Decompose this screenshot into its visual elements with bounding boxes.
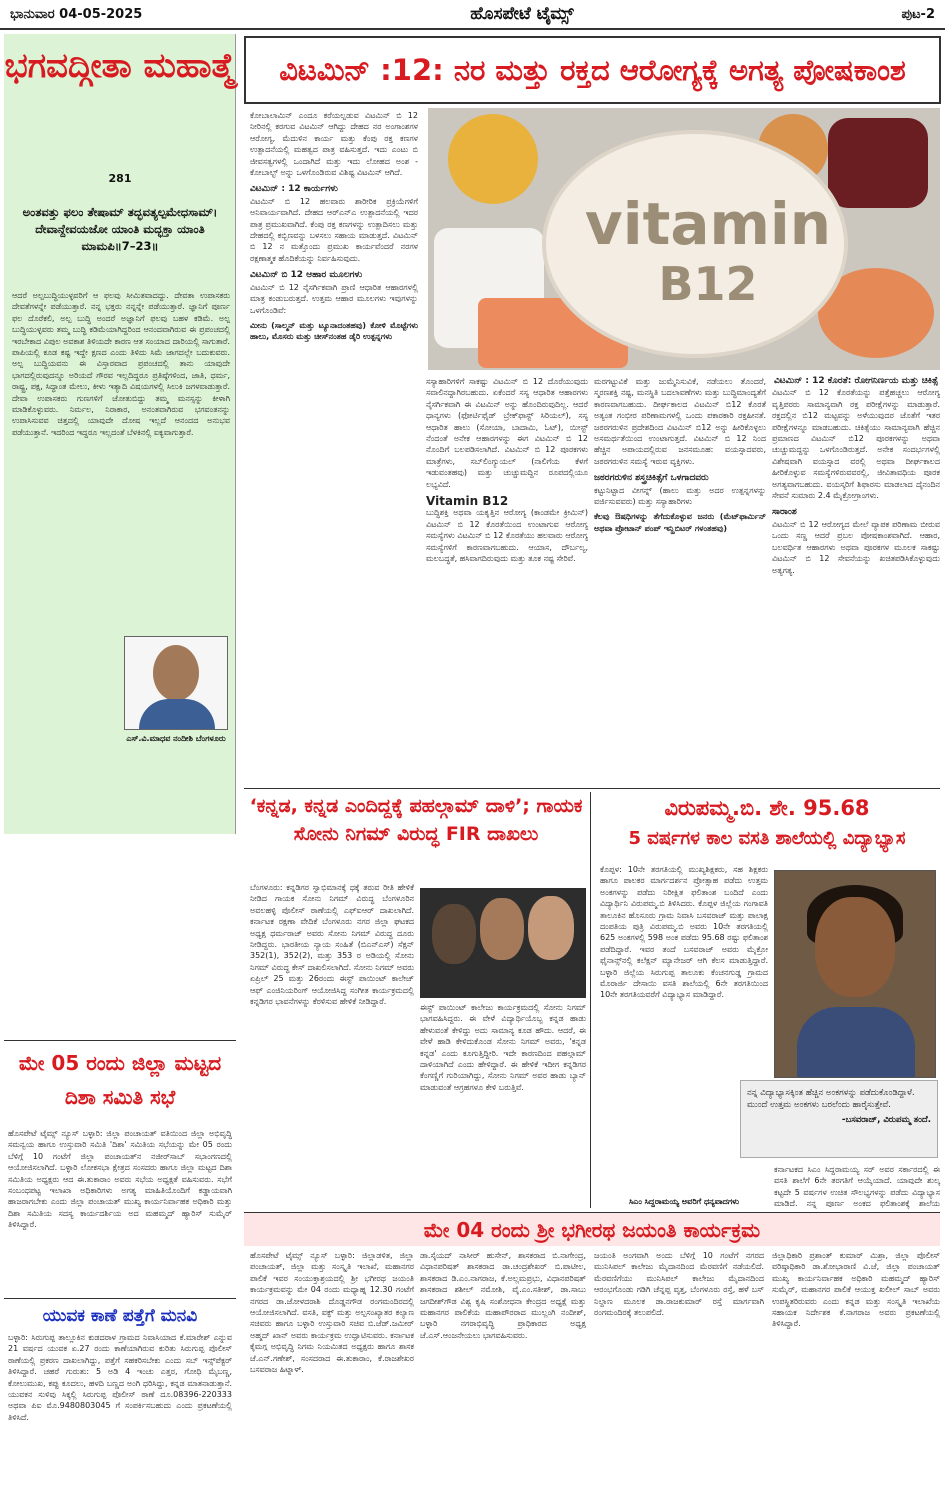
vitamin-column-3: [594, 376, 766, 786]
divider-line: [590, 792, 591, 1208]
gita-title: ಭಗವದ್ಗೀತಾ ಮಹಾತ್ಮೆ: [4, 46, 236, 86]
newspaper-name: ಹೊಸಪೇಟೆ ಟೈಮ್ಸ್: [470, 4, 574, 24]
issue-date: ಭಾನುವಾರ 04-05-2025: [10, 6, 143, 22]
missing-youth-headline: ಯುವಕ ಕಾಣೆ ಪತ್ತೆಗೆ ಮನವಿ: [42, 1306, 198, 1326]
page-header: [0, 0, 945, 30]
virupamma-subtitle: 5 ವರ್ಷಗಳ ಕಾಲ ವಸತಿ ಶಾಲೆಯಲ್ಲಿ ವಿದ್ಯಾಭ್ಯಾಸ: [628, 828, 906, 849]
divider-line: [244, 788, 940, 789]
gita-number: 281: [108, 172, 132, 185]
vitamin-column-4: [772, 376, 940, 786]
missing-youth-body: ಬಳ್ಳಾರಿ: ಸಿರುಗುಪ್ಪ ತಾಲ್ಲೂಕಿನ ಕುಡದರಾಳ ಗ್ರಾಮದ ನಿವಾಸಿಯಾದ ಕೆ.ಮಾರೇಶ್ ಎನ್ನುವ 21 ವರ್ಷದ ಯುವಕ ಏ.27 ರಂದು ಕಾಣೆಯಾಗಿರುವ ಕುರಿತು ಸಿರುಗುಪ್ಪ ಪೊಲೀಸ್ ಠಾಣೆಯಲ್ಲಿ ಪ್ರಕರಣ ದಾಖಲಾಗಿದ್ದು, ಪತ್ತೆಗೆ ಸಹಕರಿಸಬೇಕು ಎಂದು ಸಬ್ ಇನ್ಸ್‌ಪೆಕ್ಟರ್ ತಿಳಿಸಿದ್ದಾರೆ. ಚಹರೆ ಗುರುತು: 5 ಅಡಿ 4 ಇಂಚು ಎತ್ತರ, ಗೋಧಿ ಮೈಬಣ್ಣ, ಕೋಲುಮುಖ, ಕಪ್ಪು ಕೂದಲು, ಹಳದಿ ಬಣ್ಣದ ಅಂಗಿ ಧರಿಸಿದ್ದು, ಕನ್ನಡ ಮಾತನಾಡುತ್ತಾನೆ. ಯುವಕನ ಸುಳಿವು ಸಿಕ್ಕಲ್ಲಿ ಸಿರುಗುಪ್ಪ ಪೊಲೀಸ್ ಠಾಣೆ ದೂ.08396-220333 ಅಥವಾ ಪಿಐ ಮೊ.9480803045 ಗೆ ಸಂಪರ್ಕಿಸಬಹುದು ಎಂದು ಪ್ರಕಟಣೆಯಲ್ಲಿ ತಿಳಿಸಿದೆ.: [8, 1333, 232, 1422]
author-photo: [124, 636, 228, 730]
vitamin-column-1: [250, 110, 418, 750]
author-caption: ಎಸ್.ವಿ.ಮಾಧವ ನಂದೀಶಿ ಬೆಂಗಳೂರು: [126, 734, 226, 743]
virupamma-column-1: ಕೊಪ್ಪಳ: 10ನೇ ತರಗತಿಯಲ್ಲಿ ಮುಖ್ಯಶಿಕ್ಷಕರು, ಸಹ ಶಿಕ್ಷಕರು ಹಾಗೂ ಪಾಲಕರ ಮಾರ್ಗದರ್ಶನ ಪ್ರೋತ್ಸಾಹ ಪಡೆದು ಉತ್ತಮ ಅಂಕಗಳನ್ನು ಪಡೆದು ನಿರೀಕ್ಷಿತ ಫಲಿತಾಂಶ ಬಂದಿದೆ ಎಂದು ವಿದ್ಯಾರ್ಥಿನಿ ವಿರುಪಮ್ಮ.ಬಿ ತಿಳಿಸಿದರು. ಕೊಪ್ಪಳ ಜಿಲ್ಲೆಯ ಗಂಗಾವತಿ ತಾಲೂಕಿನ ಹೊಸೂರು ಗ್ರಾಮ ನಿವಾಸಿ ಬಸವರಾಜ್ ಮತ್ತು ಪಾಲಾಕ್ಷ ದಂಪತಿಯ ಪುತ್ರಿ ವಿರುಪಮ್ಮ.ಬಿ ಅವರು 10ನೇ ತರಗತಿಯಲ್ಲಿ 625 ಅಂಕಗಳಲ್ಲಿ 598 ಅಂಕ ಪಡೆದು 95.68 ರಷ್ಟು ಫಲಿತಾಂಶ ಪಡೆದಿದ್ದಾರೆ. ಇವರ ತಂದೆ ಬಸವರಾಜ್ ಅವರು ಮೈಕ್ರೋ ಫೈನಾನ್ಸ್‌ನಲ್ಲಿ ಕಲೆಕ್ಷನ್ ಮ್ಯಾನೇಜರ್ ಆಗಿ ಕೆಲಸ ಮಾಡುತ್ತಿದ್ದಾರೆ. ಬಳ್ಳಾರಿ ಜಿಲ್ಲೆಯ ಸಿರುಗುಪ್ಪ ತಾಲೂಕು ಕೆಂಚನಗುಡ್ಡ ಗ್ರಾಮದ ಮೊರಾರ್ಜಿ ದೇಸಾಯಿ ವಸತಿ ಶಾಲೆಯಲ್ಲಿ 6ನೇ ತರಗತಿಯಿಂದ 10ನೇ ತರಗತಿಯವರೆಗೆ ವಿದ್ಯಾಭ್ಯಾಸ ಮಾಡಿದ್ದಾರೆ.: [600, 865, 768, 1000]
uniform-shape: [797, 1007, 915, 1077]
bhagiratha-column-3: ಜಯಂತಿ ಅಂಗವಾಗಿ ಅಂದು ಬೆಳಿಗ್ಗೆ 10 ಗಂಟೆಗೆ ನಗರದ ಮುನಿಸಿಪಲ್ ಕಾಲೇಜು ಮೈದಾನದಿಂದ ಮೆರವಣಿಗೆ ನಡೆಯಲಿದೆ. ಮೆರವಣಿಗೆಯು ಮುನಿಸಿಪಲ್ ಕಾಲೇಜು ಮೈದಾನದಿಂದ ಆರಂಭಗೊಂಡು ಗಡಿಗಿ ಚೆನ್ನಪ್ಪ ವೃತ್ತ, ಬೆಂಗಳೂರು ರಸ್ತೆ, ಹಳೆ ಬಸ್ ನಿಲ್ದಾಣ ಮೂಲಕ ಡಾ.ರಾಜಕುಮಾರ್ ರಸ್ತೆ ಮಾರ್ಗವಾಗಿ ರಂಗಮಂದಿರಕ್ಕೆ ತಲುಪಲಿದೆ.: [594, 1251, 764, 1318]
image-b12-word: B12: [658, 257, 758, 311]
disha-meeting-body: ಹೊಸಪೇಟೆ ಟೈಮ್ಸ್ ನ್ಯೂಸ್ ಬಳ್ಳಾರಿ: ಜಿಲ್ಲಾ ಪಂಚಾಯತ್ ವತಿಯಿಂದ ಜಿಲ್ಲಾ ಅಭಿವೃದ್ಧಿ ಸಮನ್ವಯ ಹಾಗೂ ಉಸ್ತುವಾರಿ ಸಮಿತಿ 'ದಿಶಾ' ಸಮಿತಿಯ ಸಭೆಯನ್ನು ಮೇ 05 ರಂದು ಬೆಳಿಗ್ಗೆ 10 ಗಂಟೆಗೆ ಜಿಲ್ಲಾ ಪಂಚಾಯತ್‌ನ ನಜೀರ್‌ಸಾಬ್ ಸಭಾಂಗಣದಲ್ಲಿ ಆಯೋಜಿಸಲಾಗಿದೆ. ಬಳ್ಳಾರಿ ಲೋಕಸಭಾ ಕ್ಷೇತ್ರದ ಸಂಸದರು ಹಾಗೂ ಜಿಲ್ಲಾ ಮಟ್ಟದ ದಿಶಾ ಸಮಿತಿಯ ಅಧ್ಯಕ್ಷರು ಆದ ಈ.ತುಕಾರಾಂ ಅವರು ಸಭೆಯ ಅಧ್ಯಕ್ಷತೆ ವಹಿಸುವರು. ಸಭೆಗೆ ಸಂಬಂಧಪಟ್ಟ ಇಲಾಖಾ ಅಧಿಕಾರಿಗಳು ಅಗತ್ಯ ಮಾಹಿತಿಯೊಂದಿಗೆ ಕಡ್ಡಾಯವಾಗಿ ಹಾಜರಾಗಬೇಕು ಎಂದು ಜಿಲ್ಲಾ ಪಂಚಾಯತ್ ಮುಖ್ಯ ಕಾರ್ಯನಿರ್ವಾಹಕ ಅಧಿಕಾರಿ ಮತ್ತು ದಿಶಾ ಸಮಿತಿಯ ಸದಸ್ಯ ಕಾರ್ಯದರ್ಶಿಯ ಅದ ಮಹಮ್ಮದ್ ಹ್ಯಾರಿಸ್ ಸುಮೈರ್ ತಿಳಿಸಿದ್ದಾರೆ.: [8, 1129, 232, 1230]
vitamin-sources-list: ಮೀನು (ಸಾಲ್ಮನ್ ಮತ್ತು ಟ್ಯೂನಾದಂತಹವು) ಕೋಳಿ ಮೊಟ್ಟೆಗಳು ಹಾಲು, ಮೊಸರು ಮತ್ತು ಚೀಸ್‌ನಂತಹ ಡೈರಿ ಉತ್ಪನ್ನಗಳು: [250, 320, 418, 342]
vitamin-col3-text: ಮರಗಟ್ಟುವಿಕೆ ಮತ್ತು ಜುಮ್ಮೆನಿಸುವಿಕೆ, ನಡೆಯಲು ತೊಂದರೆ, ಸ್ಮರಣಶಕ್ತಿ ನಷ್ಟ, ಮನಸ್ಥಿತಿ ಬದಲಾವಣೆಗಳು ಮತ್ತು ಬುದ್ಧಿಮಾಂದ್ಯತೆಗೆ ಕಾರಣವಾಗಬಹುದು. ದೀರ್ಘಕಾಲದ ವಿಟಮಿನ್ ಬಿ12 ಕೊರತೆ ಅತ್ಯಂತ ಗಂಭೀರ ಪರಿಣಾಮಗಳಲ್ಲಿ ಒಂದು ಪಕಾರಕಾರಿ ರಕ್ತಹೀನತೆ. ಜಠರಗರುಳಿನ ಪ್ರದೇಶದಿಂದ ವಿಟಮಿನ್ ಬಿ12 ಅನ್ನು ಹೀರಿಕೊಳ್ಳಲು ಅಸಮರ್ಥತೆಯಿಂದ ಉಂಟಾಗುತ್ತದೆ. ವಿಟಮಿನ್ ಬಿ 12 ನಿಂದ ಹೆಚ್ಚಿನ ಅಪಾಯದಲ್ಲಿರುವ ಜನಸಮೂಹ: ವಯಸ್ಸಾದವರು, ಜಠರಗರುಳಿನ ಸಮಸ್ಯೆ ಇರುವ ವ್ಯಕ್ತಿಗಳು.: [594, 377, 766, 466]
person-shape: [528, 896, 574, 960]
gita-column: [4, 34, 236, 834]
egg-yolk-shape: [448, 114, 538, 204]
father-quote-text: ನನ್ನ ವಿದ್ಯಾಭ್ಯಾಸಕ್ಕಿಂತ ಹೆಚ್ಚಿನ ಅಂಕಗಳನ್ನು ಪಡೆದುಕೊಂಡಿದ್ದಾಳೆ. ಮುಂದೆ ಉತ್ತಮ ಅಂಕಗಳು ಬರಲೆಂದು ಹಾರೈಸುತ್ತೇವೆ.: [747, 1088, 915, 1110]
vitamin-col2b-text: ಬುದ್ಧಿಶಕ್ತಿ ಅಥವಾ ಯಕೃತ್ತಿನ ಆರೋಗ್ಯ (ಕಾಂಡಮೇ ಕ್ರೀಮಿನ್) ವಿಟಮಿನ್ ಬಿ 12 ಕೊರತೆಯಿಂದ ಉಂಟಾಗುವ ಆರೋಗ್ಯ ಸಮಸ್ಯೆಗಳು ವಿಟಮಿನ್ ಬಿ 12 ಕೊರತೆಯು ಹಲವಾರು ಆರೋಗ್ಯ ಸಮಸ್ಯೆಗಳಿಗೆ ಕಾರಣವಾಗಬಹುದು. ಆಯಾಸ, ದೌರ್ಬಲ್ಯ, ಮಲಬದ್ಧತೆ, ಹಸಿವಾಗದಿರುವುದು ಮತ್ತು ತೂಕ ನಷ್ಟ ಸೇರಿವೆ.: [426, 508, 588, 564]
vitamin-b12-foods-image: [428, 108, 940, 370]
vitamin-headline: ವಿಟಮಿನ್ :12: ನರ ಮತ್ತು ರಕ್ತದ ಆರೋಗ್ಯಕ್ಕೆ ಅಗತ್ಯ ಪೋಷಕಾಂಶ: [244, 36, 941, 104]
virupamma-column-2: ಕರ್ನಾಟಕದ ಸಿಎಂ ಸಿದ್ದರಾಮಯ್ಯ ಸರ್ ಅವರ ಸರ್ಕಾರದಲ್ಲಿ ಈ ವಸತಿ ಶಾಲೆಗೆ 6ನೇ ತರಗತಿಗೆ ಆಯ್ಕೆಯಾದೆ. ಯಾವುದೇ ಶುಲ್ಕ ಕಟ್ಟದೇ 5 ವರ್ಷಗಳ ಉಚಿತ ಸೌಲಭ್ಯಗಳನ್ನು ಪಡೆದು ವಿದ್ಯಾಭ್ಯಾಸ ಮಾಡಿದೆ. ನನ್ನ ಪೂರ್ಣ ಅಂಕದ ಫಲಿತಾಂಶಕ್ಕೆ ಶಾಲೆಯ: [774, 1165, 940, 1209]
author-face-shape: [153, 645, 199, 701]
image-vitamin-word: vitamin: [584, 190, 832, 258]
bhagiratha-column-2: ಡಾ.ಸೈಯದ್ ನಾಸೀರ್ ಹುಸೇನ್, ಶಾಸಕರಾದ ಬಿ.ನಾಗೇಂದ್ರ, ವಿಧಾನಪರಿಷತ್ ಶಾಸಕರಾದ ಡಾ.ಚಂದ್ರಶೇಖರ್ ಬಿ.ಪಾಟೀಲ, ಶಾಸಕರಾದ ಡಿ.ಎಂ.ನಾಗರಾಜ, ಕೆ.ಅಲ್ಲಮಪ್ರಭು, ವಿಧಾನಪರಿಷತ್ ಶಾಸಕರಾದ ಶಶೀಲ್ ನಮೋಶಿ, ವೈ.ಎಂ.ಸತೀಶ್, ಡಾ.ಸಾಬು ಜಗದೀಶ್‌ಗೌಡ ವಿಶ್ವ ಕೃಷಿ ಸಂಶೋಧನಾ ಕೇಂದ್ರದ ಅಧ್ಯಕ್ಷೆ ಮತ್ತು ಮಹಾನಗರ ಪಾಲಿಕೆಯ ಮಹಾಪೌರರಾದ ಮುಲ್ಲಂಗಿ ನಂದೀಶ್, ಬಳ್ಳಾರಿ ನಗರಾಭಿವೃದ್ಧಿ ಪ್ರಾಧಿಕಾರದ ಅಧ್ಯಕ್ಷ ಜೆ.ಎಸ್.ಆಂಜನೇಯಲು ಭಾಗವಹಿಸುವರು.: [420, 1251, 586, 1340]
bhagiratha-jayanti-headline: ಮೇ 04 ರಂದು ಶ್ರೀ ಭಗೀರಥ ಜಯಂತಿ ಕಾರ್ಯಕ್ರಮ: [244, 1212, 940, 1246]
vitamin-sources-heading: ವಿಟಮಿನ್ ಬಿ 12 ಆಹಾರ ಮೂಲಗಳು: [250, 270, 363, 281]
virupamma-headline: [594, 792, 940, 862]
page-number: ಪುಟ-2: [901, 6, 935, 22]
sonu-nigam-column-1: ಬೆಂಗಳೂರು: ಕನ್ನಡಿಗರ ಸ್ವಾಭಿಮಾನಕ್ಕೆ ಧಕ್ಕೆ ತರುವ ರೀತಿ ಹೇಳಿಕೆ ನೀಡಿದ ಗಾಯಕ ಸೋನು ನಿಗಮ್ ವಿರುದ್ಧ ಬೆಂಗಳೂರಿನ ಅವಲಹಳ್ಳಿ ಪೊಲೀಸ್ ಠಾಣೆಯಲ್ಲಿ ಎಫ್‌ಐಆರ್ ದಾಖಲಾಗಿದೆ. ಕರ್ನಾಟಕ ರಕ್ಷಣಾ ವೇದಿಕೆ ಬೆಂಗಳೂರು ನಗರ ಜಿಲ್ಲಾ ಘಟಕದ ಅಧ್ಯಕ್ಷ ಧರ್ಮರಾಜ್ ಅವರು ಸೋನು ನಿಗಮ್ ವಿರುದ್ಧ ದೂರು ನೀಡಿದ್ದರು. ಭಾರತೀಯ ನ್ಯಾಯ ಸಂಹಿತೆ (ಬಿಎನ್‌ಎಸ್) ಸೆಕ್ಷನ್ 352(1), 352(2), ಮತ್ತು 353 ರ ಅಡಿಯಲ್ಲಿ ಸೋನು ನಿಗಮ್ ವಿರುದ್ಧ ಕೇಸ್ ದಾಖಲಿಸಲಾಗಿದೆ. ಸೋನು ನಿಗಮ್ ಅವರು ಏಪ್ರಿಲ್ 25 ಮತ್ತು 26ರಂದು ಈಸ್ಟ್ ಪಾಯಿಂಟ್ ಕಾಲೇಜ್ ಆಫ್ ಎಂಜಿನಿಯರಿಂಗ್ ಆಯೋಜಿಸಿದ್ದ ಸಂಗೀತ ಕಾರ್ಯಕ್ರಮದಲ್ಲಿ ಕನ್ನಡಿಗರ ಭಾವನೆಗಳನ್ನು ಕೆರಳಿಸುವ ಹೇಳಿಕೆ ನೀಡಿದ್ದಾರೆ.: [250, 883, 414, 1007]
virupamma-title: ವಿರುಪಮ್ಮ.ಬಿ. ಶೇ. 95.68: [664, 796, 870, 820]
divider-line: [4, 1298, 236, 1299]
vitamin-risk-heading: ಜಠರಗರುಳಿನ ಶಸ್ತ್ರಚಿಕಿತ್ಸೆಗೆ ಒಳಗಾದವರು: [594, 473, 709, 484]
vitamin-functions-text: ವಿಟಮಿನ್ ಬಿ 12 ಹಲವಾರು ಶಾರೀರಿಕ ಪ್ರಕ್ರಿಯೆಗಳಿಗೆ ಅನಿವಾರ್ಯವಾಗಿದೆ. ದೇಹದ ಆರ್‌ಎನ್‌ಎ ಉತ್ಪಾದನೆಯಲ್ಲಿ ಇದರ ಪಾತ್ರ ಪ್ರಮುಖವಾಗಿದೆ. ಕೆಂಪು ರಕ್ತ ಕಣಗಳನ್ನು ಉತ್ಪಾದಿಸಲು ಮತ್ತು ದೇಹದಲ್ಲಿ ಕಬ್ಬಿಣವನ್ನು ಬಳಸಲು ಸಹಾಯ ಮಾಡುತ್ತದೆ. ವಿಟಮಿನ್ ಬಿ 12 ನ ಮತ್ತೊಂದು ಪ್ರಮುಖ ಕಾರ್ಯವೆಂದರೆ ನರಗಳ ರಕ್ಷಣಾತ್ಮಕ ಹೊದಿಕೆಯನ್ನು ನಿರ್ವಹಿಸುವುದು.: [250, 196, 418, 263]
liver-shape: [828, 118, 928, 208]
vitamin-col3c-text: ಕೆಲವು ಔಷಧಿಗಳನ್ನು ತೆಗೆದುಕೊಳ್ಳುವ ಜನರು (ಮೆಟ್‌ಫಾರ್ಮಿನ್ ಅಥವಾ ಪ್ರೋಟಾನ್ ಪಂಪ್ ಇನ್ಹಿಬಿಟರ್ ಗಳಂತಹವು): [594, 512, 766, 533]
bhagiratha-column-4: ಜಿಲ್ಲಾಧಿಕಾರಿ ಪ್ರಶಾಂತ್ ಕುಮಾರ್ ಮಿಶ್ರಾ, ಜಿಲ್ಲಾ ಪೊಲೀಸ್ ವರಿಷ್ಠಾಧಿಕಾರಿ ಡಾ.ಶೋಭಾರಾಣಿ ವಿ.ಜೆ, ಜಿಲ್ಲಾ ಪಂಚಾಯತ್ ಮುಖ್ಯ ಕಾರ್ಯನಿರ್ವಾಹಕ ಅಧಿಕಾರಿ ಮಹಮ್ಮದ್ ಹ್ಯಾರಿಸ್ ಸುಮೈರ್, ಮಹಾನಗರ ಪಾಲಿಕೆ ಆಯುಕ್ತ ಖಲೀಲ್ ಸಾಬ್ ಅವರು ಉಪಸ್ಥಿತರಿರುವರು ಎಂದು ಕನ್ನಡ ಮತ್ತು ಸಂಸ್ಕೃತಿ ಇಲಾಖೆಯ ಸಹಾಯಕ ನಿರ್ದೇಶಕ ಕೆ.ನಾಗರಾಜ ಅವರು ಪ್ರಕಟಣೆಯಲ್ಲಿ ತಿಳಿಸಿದ್ದಾರೆ.: [772, 1251, 940, 1329]
face-shape: [815, 897, 895, 997]
sonu-nigam-column-2: ಈಸ್ಟ್ ಪಾಯಿಂಟ್ ಕಾಲೇಜು ಕಾರ್ಯಕ್ರಮದಲ್ಲಿ ಸೋನು ನಿಗಮ್ ಭಾಗವಹಿಸಿದ್ದರು. ಈ ವೇಳೆ ವಿದ್ಯಾರ್ಥಿಯೊಬ್ಬ ಕನ್ನಡ ಹಾಡು ಹೇಳುವಂತೆ ಕೇಳಿದ್ದು ಅದು ಸಾಮಾನ್ಯ ಕೂಡ ಹೌದು. ಆದರೆ, ಈ ವೇಳೆ ಹಾಡಿ ಕೇಳಿದುಕೊಂಡ ಸೋನು ನಿಗಮ್ ಅವರು, 'ಕನ್ನಡ ಕನ್ನಡ' ಎಂದು ಕೂಗುತ್ತಿದ್ದೀರಿ. ಇದೇ ಕಾರಣದಿಂದ ಪಹಲ್ಗಾಮ್ ದಾಳಿಯಾಗಿದೆ ಎಂದು ಹೇಳಿದ್ದಾರೆ. ಈ ಹೇಳಿಕೆ ಇದೀಗ ಕನ್ನಡಿಗರ ಕೆಂಗಣ್ಣಿಗೆ ಗುರಿಯಾಗಿದ್ದು, ಸೋನು ನಿಗಮ್ ಅವರ ಹಾಡು ಬ್ಯಾನ್ ಮಾಡುವಂತೆ ಆಗ್ರಹಗಳೂ ಕೇಳಿ ಬರುತ್ತಿವೆ.: [420, 1003, 586, 1092]
author-shirt-shape: [139, 699, 215, 729]
vitamin-sources-text: ವಿಟಮಿನ್ ಬಿ 12 ನೈಸರ್ಗಿಕವಾಗಿ ಪ್ರಾಣಿ ಆಧಾರಿತ ಆಹಾರಗಳಲ್ಲಿ ಮಾತ್ರ ಕಂಡುಬರುತ್ತದೆ. ಉತ್ತಮ ಆಹಾರ ಮೂಲಗಳು ಇವುಗಳನ್ನು ಒಳಗೊಂಡಿವೆ:: [250, 282, 418, 315]
disha-meeting-headline: ಮೇ 05 ರಂದು ಜಿಲ್ಲಾ ಮಟ್ಟದ ದಿಶಾ ಸಮಿತಿ ಸಭೆ: [18, 1051, 222, 1109]
vitamin-intro: ಕೋಬಾಲಾಮಿನ್ ಎಂದೂ ಕರೆಯಲ್ಪಡುವ ವಿಟಮಿನ್ ಬಿ 12 ನೀರಿನಲ್ಲಿ ಕರಗುವ ವಿಟಮಿನ್ ಆಗಿದ್ದು ದೇಹದ ನರ ಅಂಗಾಂಶಗಳ ಆರೋಗ್ಯ, ಮೆದುಳಿನ ಕಾರ್ಯ ಮತ್ತು ಕೆಂಪು ರಕ್ತ ಕಣಗಳ ಉತ್ಪಾದನೆಯಲ್ಲಿ ಮಹತ್ವದ ಪಾತ್ರ ವಹಿಸುತ್ತದೆ. ಇದು ಎಂಟು ಬಿ ಜೀವಸತ್ವಗಳಲ್ಲಿ ಒಂದಾಗಿದೆ ಮತ್ತು ಇದು ಲೋಹದ ಅಂಶ - ಕೋಬಾಲ್ಟ್ ಅನ್ನು ಒಳಗೊಂಡಿರುವ ವಿಶಿಷ್ಟ ವಿಟಮಿನ್ ಆಗಿದೆ.: [250, 111, 418, 178]
father-quote-by: -ಬಸವರಾಜ್, ವಿರುಪಮ್ಮ ತಂದೆ.: [841, 1115, 931, 1125]
vitamin-col4b-text: ವಿಟಮಿನ್ ಬಿ 12 ಆರೋಗ್ಯದ ಮೇಲೆ ವ್ಯಾಪಕ ಪರಿಣಾಮ ಬೀರುವ ಒಂದು ಸಣ್ಣ ಆದರೆ ಪ್ರಬಲ ಪೋಷಕಾಂಶವಾಗಿದೆ. ಆಹಾರ, ಬಲವರ್ಧಿತ ಆಹಾರಗಳು ಅಥವಾ ಪೂರಕಗಳ ಮೂಲಕ ಸಾಕಷ್ಟು ವಿಟಮಿನ್ ಬಿ 12 ಸೇವನೆಯನ್ನು ಖಚಿತಪಡಿಸಿಕೊಳ್ಳುವುದು ಅತ್ಯಗತ್ಯ.: [772, 519, 940, 575]
virupamma-photo: [774, 870, 936, 1078]
image-vitamin-label: [578, 190, 838, 312]
vitamin-summary-heading: ಸಾರಾಂಶ: [772, 507, 797, 518]
vitamin-col2-text: ಸಸ್ಯಾಹಾರಿಗಳಿಗೆ ಸಾಕಷ್ಟು ವಿಟಮಿನ್ ಬಿ 12 ದೊರೆಯುವುದು ಸವಾಲಿನದ್ದಾಗಿರಬಹುದು. ಏಕೆಂದರೆ ಸಸ್ಯ ಆಧಾರಿತ ಆಹಾರಗಳು ನೈಸರ್ಗಿಕವಾಗಿ ಈ ವಿಟಮಿನ್ ಅನ್ನು ಹೊಂದಿರುವುದಿಲ್ಲ. ಆದರೆ ಧಾನ್ಯಗಳು (ಫೋರ್ಟಿಫೈಡ್ ಬ್ರೇಕ್‌ಫಾಸ್ಟ್ ಸಿರಿಯಲ್), ಸಸ್ಯ ಆಧಾರಿತ ಹಾಲು (ಸೋಯಾ, ಬಾದಾಮಿ, ಓಟ್), ಯೀಸ್ಟ್ ನೆಂದಂತೆ ಅನೇಕ ಆಹಾರಗಳನ್ನು ಈಗ ವಿಟಮಿನ್ ಬಿ 12 ನೊಂದಿಗೆ ಬಲಪಡಿಸಲಾಗಿದೆ. ವಿಟಮಿನ್ ಬಿ 12 ಪೂರಕಗಳು ಮಾತ್ರೆಗಳು, ಸಬ್‌ಲಿಂಗ್ಯುಯಲ್ (ನಾಲಿಗೆಯ ಕೆಳಗೆ ಇಡುವಂತಹವು) ಮತ್ತು ಚುಚ್ಚುಮದ್ದಿನ ರೂಪದಲ್ಲಿಯೂ ಲಭ್ಯವಿದೆ.: [426, 377, 588, 489]
person-shape: [480, 898, 524, 960]
father-quote-box: [740, 1080, 938, 1158]
bhagiratha-column-1: ಹೊಸಪೇಟೆ ಟೈಮ್ಸ್ ನ್ಯೂಸ್ ಬಳ್ಳಾರಿ: ಜಿಲ್ಲಾಡಳಿತ, ಜಿಲ್ಲಾ ಪಂಚಾಯತ್, ಜಿಲ್ಲಾ ಮತ್ತು ಸಂಸ್ಕೃತಿ ಇಲಾಖೆ, ಮಹಾನಗರ ಪಾಲಿಕೆ ಇವರ ಸಂಯುಕ್ತಾಶ್ರಯದಲ್ಲಿ ಶ್ರೀ ಭಗೀರಥ ಜಯಂತಿ ಕಾರ್ಯಕ್ರಮವನ್ನು ಮೇ 04 ರಂದು ಮಧ್ಯಾಹ್ನ 12.30 ಗಂಟೆಗೆ ನಗರದ ಡಾ.ಜೋಳದರಾಶಿ ದೊಡ್ಡನಗೌಡ ರಂಗಮಂದಿರದಲ್ಲಿ ಆಯೋಜಿಸಲಾಗಿದೆ. ವಸತಿ, ವಕ್ಫ್ ಮತ್ತು ಅಲ್ಪಸಂಖ್ಯಾತರ ಕಲ್ಯಾಣ ಸಚಿವರು ಹಾಗೂ ಬಳ್ಳಾರಿ ಉಸ್ತುವಾರಿ ಸಚಿವ ಬಿ.ಜೆಡ್.ಜಮೀರ್ ಅಹ್ಮದ್ ಖಾನ್ ಅವರು ಕಾರ್ಯಕ್ರಮ ಉದ್ಘಾಟಿಸುವರು. ಕರ್ನಾಟಕ ಕೈಮಗ್ಗ ಅಭಿವೃದ್ಧಿ ನಿಗಮ ನಿಯಮಿತದ ಅಧ್ಯಕ್ಷರು ಹಾಗೂ ಶಾಸಕ ಜೆ.ಎನ್.ಗಣೇಶ್, ಸಂಸದರಾದ ಈ.ತುಕಾರಾಂ, ಕೆ.ರಾಜಶೇಖರ ಬಸವರಾಜ ಹಿಟ್ನಾಳ್.: [250, 1251, 414, 1375]
sonu-nigam-photo: [420, 888, 586, 998]
gita-shloka: ಅಂತವತ್ತು ಫಲಂ ತೇಷಾಮ್ ತದ್ಭವತ್ಯಲ್ಪಮೇಧಸಾಮ್। ದೇವಾನ್ದೇವಯಜೋ ಯಾಂತಿ ಮದ್ಭಕ್ತಾ ಯಾಂತಿ ಮಾಮಪಿ॥7–23॥: [22, 205, 218, 253]
vitamin-column-2: [426, 376, 588, 786]
vitamin-b12-subhead: Vitamin B12: [426, 494, 509, 509]
vitamin-functions-heading: ವಿಟಮಿನ್ : 12 ಕಾರ್ಯಗಳು: [250, 184, 338, 195]
vitamin-col3b-text: ಕಟ್ಟುನಿಟ್ಟಾದ ವೀಗನ್ನ್ (ಹಾಲು ಮತ್ತು ಅದರ ಉತ್ಪನ್ನಗಳನ್ನು ವರ್ಜಿಸುವವರು) ಮತ್ತು ಸಸ್ಯಾಹಾರಿಗಳು: [594, 485, 766, 507]
divider-line: [4, 1040, 236, 1041]
thanks-caption: ಸಿಎಂ ಸಿದ್ದರಾಮಯ್ಯ ಅವರಿಗೆ ಧನ್ಯವಾದಗಳು: [628, 1197, 740, 1206]
vitamin-deficiency-heading: ವಿಟಮಿನ್ : 12 ಕೊರತೆ: ರೋಗನಿರ್ಣಯ ಮತ್ತು ಚಿಕಿತ್ಸೆ: [774, 376, 938, 386]
person-shape: [432, 904, 476, 964]
sonu-nigam-headline: ‘ಕನ್ನಡ, ಕನ್ನಡ ಎಂದಿದ್ದಕ್ಕೆ ಪಹಲ್ಗಾಮ್ ದಾಳಿ’; ಗಾಯಕ ಸೋನು ನಿಗಮ್ ವಿರುದ್ಧ FIR ದಾಖಲು: [249, 795, 583, 845]
vitamin-col4-text: ವಿಟಮಿನ್ ಬಿ 12 ಕೊರತೆಯನ್ನು ಪತ್ತೆಹಚ್ಚಲು ಆರೋಗ್ಯ ವೃತ್ತಿಪರರು ಸಾಮಾನ್ಯವಾಗಿ ರಕ್ತ ಪರೀಕ್ಷೆಗಳನ್ನು ಮಾಡುತ್ತಾರೆ. ರಕ್ತದಲ್ಲಿನ ಬಿ12 ಮಟ್ಟವನ್ನು ಅಳೆಯುವುದರ ಜೊತೆಗೆ ಇತರ ಪರೀಕ್ಷೆಗಳನ್ನೂ ಮಾಡಬಹುದು. ಚಿಕಿತ್ಸೆಯು ಸಾಮಾನ್ಯವಾಗಿ ಹೆಚ್ಚಿನ ಪ್ರಮಾಣದ ವಿಟಮಿನ್ ಬಿ12 ಪೂರಕಗಳನ್ನು ಅಥವಾ ಚುಚ್ಚುಮದ್ದನ್ನು ಒಳಗೊಂಡಿರುತ್ತದೆ. ಅನೇಕ ಸಂದರ್ಭಗಳಲ್ಲಿ ವಿಶೇಷವಾಗಿ ವಯಸ್ಸಾದ ವರಲ್ಲಿ ಅಥವಾ ದೀರ್ಘಕಾಲದ ಹೀರಿಕೊಳ್ಳುವ ಸಮಸ್ಯೆಗಳಿರುವವರಲ್ಲಿ, ಜೀವಿತಾವಧಿಯ ಪೂರಕ ಅಗತ್ಯವಾಗಬಹುದು. ವಯಸ್ಕರಿಗೆ ಶಿಫಾರಸು ಮಾಡಲಾದ ದೈನಂದಿನ ಸೇವನೆ ಸುಮಾರು 2.4 ಮೈಕ್ರೋಗ್ರಾಂಗಳು.: [772, 388, 940, 501]
gita-body: ಆದರೆ ಅಲ್ಪಬುದ್ಧಿಯುಳ್ಳವರಿಗೆ ಆ ಫಲವು ಸೀಮಿತವಾದದ್ದು. ದೇವತಾ ಉಪಾಸಕರು ದೇವತೆಗಳನ್ನೇ ಪಡೆಯುತ್ತಾರೆ. ನನ್ನ ಭಕ್ತರು ನನ್ನನ್ನೇ ಪಡೆಯುತ್ತಾರೆ. ಜ್ಞಾನಿಗೆ ಪೂರ್ಣ ಫಲ ದೊರೆಕಲಿ, ಅಲ್ಪ ಬುದ್ಧಿ ಅಂದರೆ ಅಜ್ಞಾನಿಗೆ ಫಲವು ಬಹಳ ಕಡಿಮೆ. ಅಲ್ಪ ಬುದ್ಧಿಯುಳ್ಳವರು ತಮ್ಮ ಬುದ್ಧಿ ಕಡಿಮೆಯಾಗಿದ್ದರಿಂದ ಆನಂದವಾಗಿರುವ ಈ ಪ್ರಪಂಚದಲ್ಲಿ ಇರಬೇಕಾದ ವಿಪುಲ ಅವಕಾಶ ತಿಳಿಯದೇ ಕಾರಣ ಆತ ಸಂಯಾದ ದಾರಿಯಲ್ಲಿ ಸಾಗುತಾರೆ. ಪಾಪಿಯಲ್ಲಿ ಕೂಡ ಕಷ್ಟ ಇದ್ದೇ ಕ್ಷಣದ ಎಂದು ತಿಳಿದು ಸಿಮೆ ಜಾಗದಲ್ಲೇ ಬದುಕುವರು. ಅಲ್ಪ ಬುದ್ಧಿಯವನು ಈ ವಿಸ್ತಾರವಾದ ಪ್ರಪಂಚದಲ್ಲಿ ತಾನು ಯಾವುದೇ ಭಾಗದಲ್ಲಿರುವುದನ್ನೂ ಅರಿಯದೆ ಗೌರವ ಇಲ್ಲದಿದ್ದರೂ ಪ್ರತಿಷ್ಠೆಗಳಿಂದ, ಜಾತಿ, ಧರ್ಮ, ರಾಷ್ಟ್ರ, ಪಕ್ಷ, ಸಿದ್ಧಾಂತ ಮೇಲು, ಕೀಳು ಇತ್ಯಾದಿ ವಿಷಯಗಳಲ್ಲಿ ಸಿಲುಕಿ ಜಗಳವಾಡುತ್ತಾರೆ. ದೇವಾ ಉಪಾಸಕರು ಗುಣಗಳಿಗೆ ಜೋತುಬಿದ್ದು ತಮ್ಮ ಮನಸ್ಸನ್ನು ಕೀಳಾಗಿ ಮಾಡಿಕೊಳ್ಳುವರು. ನಿರ್ಮಲ, ನಿರಾಕಾರ, ಅನಂತವಾಗಿರುವ ಭಗವಂತನನ್ನು ಉಪಾಸಿಸುವವ ಚಿತ್ತದಲ್ಲಿ ಯಾವುದೇ ದೋಷ ಇಲ್ಲದೆ ಆನಂದದ ಅನುಭವ ಪಡೆಯುತ್ತಾನೆ. ಇದರಿಂದ ಇದ್ದರೂ ಇಲ್ಲದಂತೆ ಬೆಳಕಿನಲ್ಲಿ ಐಕ್ಯವಾಗುತ್ತಾರೆ.: [12, 291, 230, 437]
